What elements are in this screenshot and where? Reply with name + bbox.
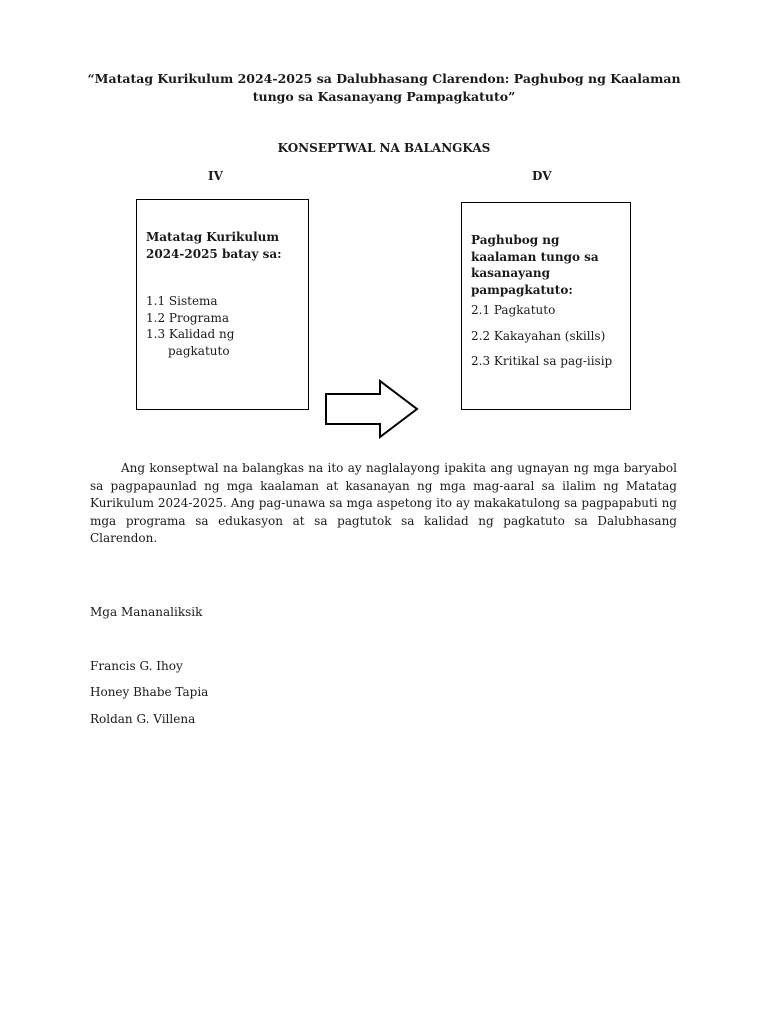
iv-item: 1.3 Kalidad ng	[146, 327, 235, 341]
iv-item: 1.1 Sistema	[146, 294, 218, 308]
document-title: “Matatag Kurikulum 2024-2025 sa Dalubhasang Clarendon: Paghubog ng Kaalaman tungo sa Kasanayang Pampagkatuto”	[87, 71, 681, 104]
iv-box-heading: Matatag Kurikulum 2024-2025 batay sa:	[146, 230, 282, 261]
dv-label: DV	[532, 169, 552, 183]
iv-label: IV	[208, 169, 223, 183]
dependent-variable-box	[461, 202, 631, 410]
dv-box-heading: Paghubog ng kaalaman tungo sa kasanayang pampagkatuto:	[471, 233, 599, 297]
framework-heading: KONSEPTWAL NA BALANGKAS	[277, 141, 491, 155]
researcher-name: Roldan G. Villena	[90, 712, 196, 726]
independent-variable-box	[136, 199, 309, 410]
right-arrow-icon	[324, 379, 420, 441]
researcher-name: Francis G. Ihoy	[90, 659, 183, 673]
framework-description: Ang konseptwal na balangkas na ito ay naglalayong ipakita ang ugnayan ng mga baryabol sa pagpapaunlad ng mga kaalaman at kasanayan ng mga mag-aaral sa ilalim ng Matatag Kurikulum 2024-2025. Ang pag-unawa sa mga aspetong ito ay makakatulong sa pagpapabuti ng mga programa sa edukasyon at sa pagtutok sa kalidad ng pagkatuto sa Dalubhasang Clarendon.	[90, 461, 677, 545]
researcher-name: Honey Bhabe Tapia	[90, 685, 209, 699]
iv-item: 1.2 Programa	[146, 310, 230, 325]
iv-item-list	[146, 293, 300, 359]
researchers-heading: Mga Mananaliksik	[90, 605, 203, 619]
dv-item: 2.3 Kritikal sa pag-iisip	[471, 354, 613, 368]
dv-item-list	[471, 302, 622, 370]
iv-item-continuation: pagkatuto	[168, 343, 230, 358]
dv-item: 2.2 Kakayahan (skills)	[471, 328, 606, 343]
dv-item: 2.1 Pagkatuto	[471, 303, 556, 317]
